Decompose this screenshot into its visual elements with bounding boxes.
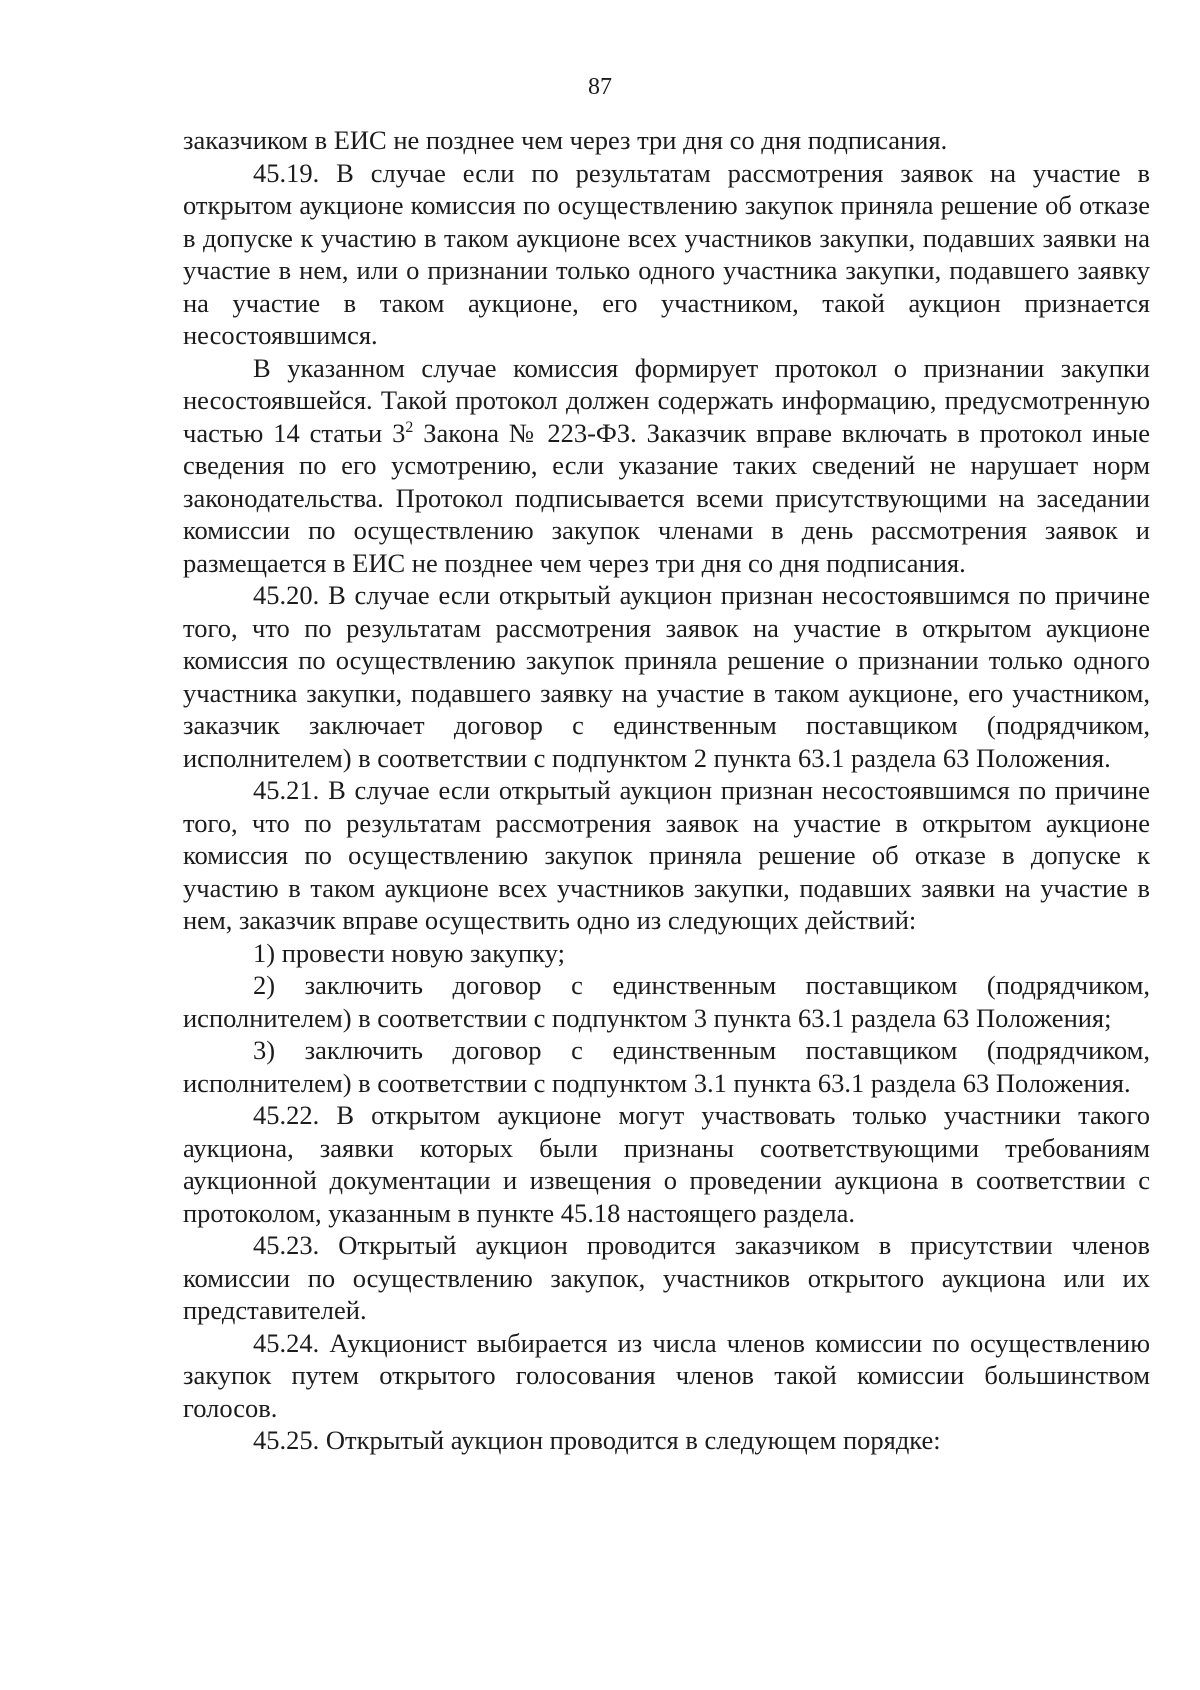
paragraph-45-24: 45.24. Аукционист выбирается из числа членов комиссии по осуществлению закупок путем открытого голосования членов такой комиссии большинством голосов. [183,1327,1150,1423]
paragraph-45-20: 45.20. В случае если открытый аукцион признан несостоявшимся по причине того, что по результатам рассмотрения заявок на участие в открытом аукционе комиссия по осуществлению закупок приняла решение о признании только одного участника закупки, подавшего заявку на участие в таком аукционе, его участником, заказчик заключает договор с единственным поставщиком (подрядчиком, исполнителем) в соответствии с подпунктом 2 пункта 63.1 раздела 63 Положения. [183,580,1150,773]
paragraph-45-23: 45.23. Открытый аукцион проводится заказчиком в присутствии членов комиссии по осуществлению закупок, участников открытого аукциона или их представителей. [183,1230,1150,1325]
paragraph-continuation: заказчиком в ЕИС не позднее чем через три дня со дня подписания. [183,125,948,155]
list-item-1: 1) провести новую закупку; [253,937,565,968]
paragraph-protocol-text-2: Закона № 223-ФЗ. Заказчик вправе включать в протокол иные сведения по его усмотрению, если указание таких сведений не нарушает норм законодательства. Протокол подписывается всеми присутствующими на заседании комиссии по осуществлению закупок членами в день рассмотрения заявок и размещается в ЕИС не позднее чем через три дня со дня подписания. [183,417,1150,578]
list-item-2: 2) заключить договор с единственным поставщиком (подрядчиком, исполнителем) в соответствии с подпунктом 3 пункта 63.1 раздела 63 Положения; [183,970,1150,1033]
paragraph-protocol-text-1: В указанном случае комиссия формирует протокол о признании закупки несостоявшейся. Такой протокол должен содержать информацию, предусмотренную частью 14 статьи 3 [183,352,1150,448]
document-body [183,124,1150,1457]
superscript-article-number: 2 [405,418,414,436]
paragraph-45-21: 45.21. В случае если открытый аукцион признан несостоявшимся по причине того, что по результатам рассмотрения заявок на участие в открытом аукционе комиссия по осуществлению закупок приняла решение об отказе в допуске к участию в таком аукционе всех участников закупки, подавших заявки на участие в нем, заказчик вправе осуществить одно из следующих действий: [183,775,1150,935]
paragraph-protocol [183,352,1150,580]
paragraph-45-22: 45.22. В открытом аукционе могут участвовать только участники такого аукциона, заявки которых были признаны соответствующими требованиям аукционной документации и извещения о проведении аукциона в соответствии с протоколом, указанным в пункте 45.18 настоящего раздела. [183,1100,1150,1228]
paragraph-45-19: 45.19. В случае если по результатам рассмотрения заявок на участие в открытом аукционе комиссия по осуществлению закупок приняла решение об отказе в допуске к участию в таком аукционе всех участников закупки, подавших заявки на участие в нем, или о признании только одного участника закупки, подавшего заявку на участие в таком аукционе, его участником, такой аукцион признается несостоявшимся. [183,157,1150,350]
paragraph-45-25: 45.25. Открытый аукцион проводится в следующем порядке: [253,1425,941,1455]
page-number: 87 [588,74,612,100]
list-item-3: 3) заключить договор с единственным поставщиком (подрядчиком, исполнителем) в соответствии с подпунктом 3.1 пункта 63.1 раздела 63 Положения. [183,1035,1150,1098]
